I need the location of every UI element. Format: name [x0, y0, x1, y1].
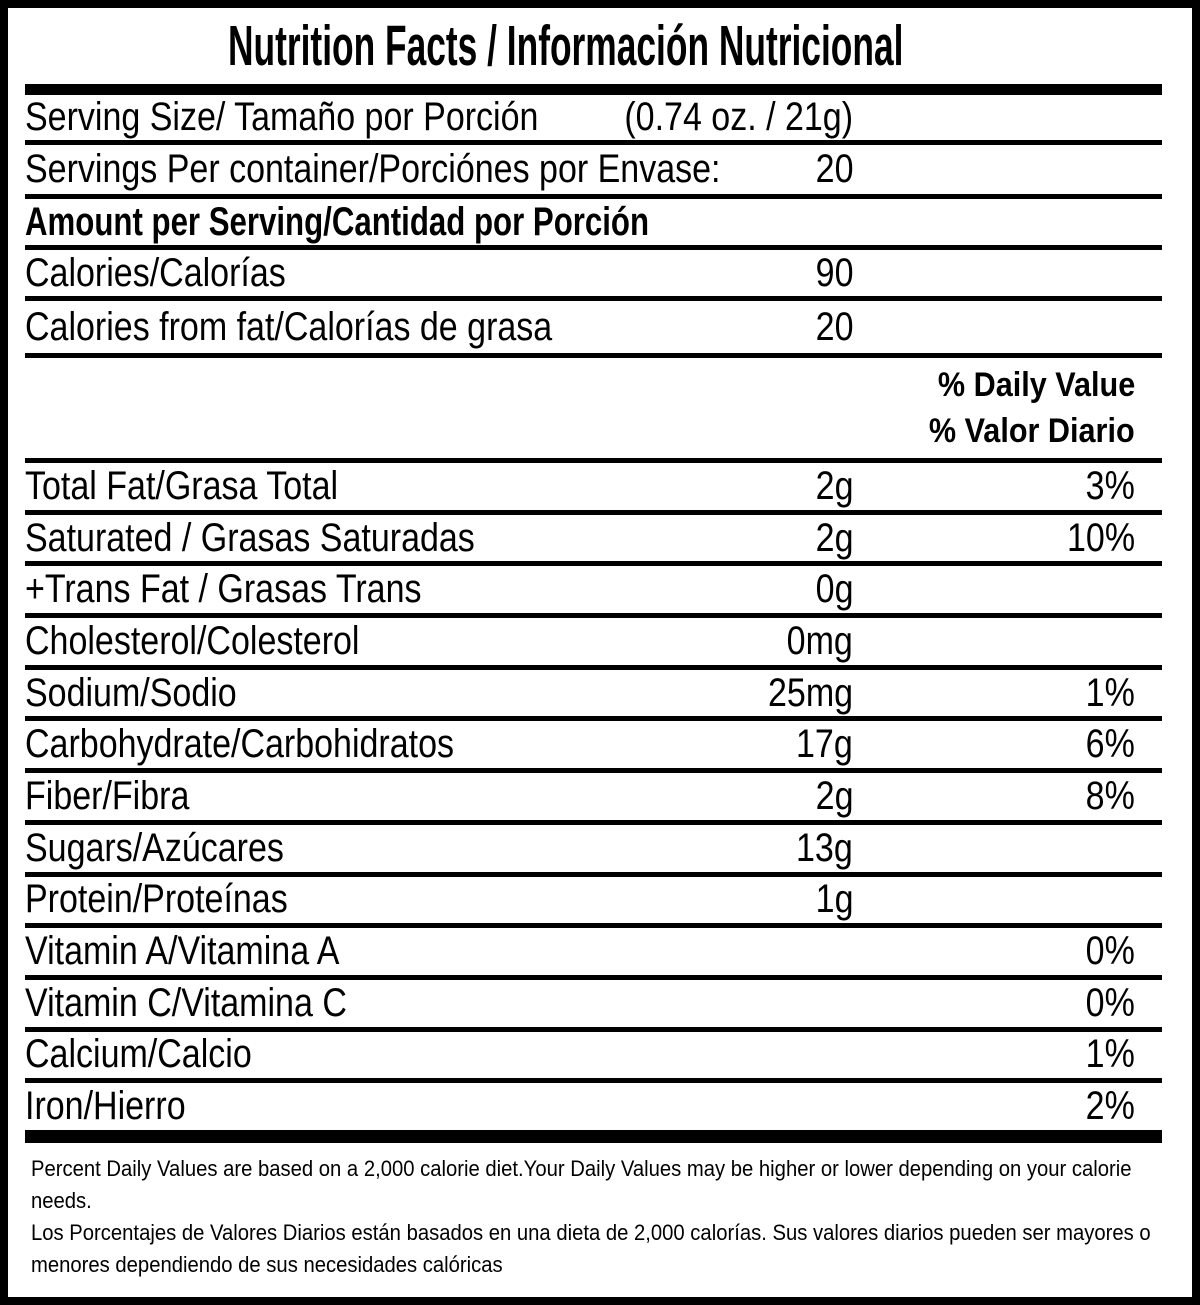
nutrient-label: Protein/Proteínas	[25, 877, 288, 922]
nutrient-label: +Trans Fat / Grasas Trans	[25, 567, 422, 612]
nutrient-row-vitamin-a	[25, 928, 1162, 980]
nutrient-amount: 2g	[815, 515, 853, 560]
nutrient-row-total-fat	[25, 463, 1162, 515]
nutrient-row-sugars	[25, 825, 1162, 877]
footer-divider-bar	[25, 1135, 1162, 1143]
nutrient-amount: 1g	[815, 877, 853, 922]
servings-per-container-row	[25, 145, 1162, 199]
nutrient-row-trans-fat	[25, 566, 1162, 618]
nutrient-row-sodium	[25, 670, 1162, 722]
calories-value: 90	[815, 250, 853, 295]
nutrient-amount: 17g	[796, 722, 853, 767]
nutrient-row-carbohydrate	[25, 721, 1162, 773]
amount-per-serving-heading-row	[25, 199, 1162, 250]
nutrient-label: Vitamin C/Vitamina C	[25, 980, 347, 1025]
nutrient-daily-value: 0%	[1085, 980, 1135, 1025]
nutrient-daily-value: 10%	[1066, 515, 1135, 560]
calories-from-fat-row	[25, 301, 1162, 358]
nutrient-daily-value: 1%	[1085, 670, 1135, 715]
nutrient-label: Vitamin A/Vitamina A	[25, 929, 340, 974]
nutrient-label: Carbohydrate/Carbohidratos	[25, 722, 455, 767]
calories-row	[25, 250, 1162, 301]
nutrient-daily-value: 6%	[1085, 722, 1135, 767]
nutrient-amount: 2g	[815, 773, 853, 818]
nutrient-daily-value: 2%	[1085, 1084, 1135, 1129]
nutrient-row-calcium	[25, 1032, 1162, 1084]
nutrient-label: Total Fat/Grasa Total	[25, 463, 339, 508]
label-header	[25, 8, 1162, 84]
calories-from-fat-label: Calories from fat/Calorías de grasa	[25, 304, 553, 349]
serving-size-label: Serving Size/ Tamaño por Porción	[25, 95, 539, 139]
page-title: Nutrition Facts / Información Nutricional	[227, 14, 904, 78]
daily-value-header-es: % Valor Diario	[929, 412, 1135, 450]
servings-per-container-label: Servings Per container/Porciónes por Envase:	[25, 147, 721, 191]
nutrient-daily-value: 0%	[1085, 929, 1135, 974]
nutrient-label: Iron/Hierro	[25, 1084, 186, 1129]
nutrient-row-saturated-fat	[25, 515, 1162, 567]
serving-size-row	[25, 95, 1162, 145]
nutrient-row-fiber	[25, 773, 1162, 825]
nutrient-daily-value: 1%	[1085, 1032, 1135, 1077]
servings-per-container-value: 20	[815, 147, 853, 191]
nutrient-amount: 0mg	[786, 618, 853, 663]
nutrient-label: Saturated / Grasas Saturadas	[25, 515, 475, 560]
title-divider-bar	[25, 84, 1162, 95]
nutrient-row-protein	[25, 877, 1162, 929]
nutrient-label: Calcium/Calcio	[25, 1032, 252, 1077]
nutrient-amount: 0g	[815, 567, 853, 612]
nutrient-label: Sugars/Azúcares	[25, 825, 284, 870]
nutrient-daily-value: 3%	[1085, 463, 1135, 508]
nutrient-label: Sodium/Sodio	[25, 670, 237, 715]
nutrient-amount: 2g	[815, 463, 853, 508]
nutrient-label: Fiber/Fibra	[25, 773, 190, 818]
footnote-english: Percent Daily Values are based on a 2,000 calorie diet.Your Daily Values may be higher or lower depending on your calorie needs.	[31, 1155, 1132, 1213]
nutrient-daily-value: 8%	[1085, 773, 1135, 818]
nutrient-row-iron	[25, 1083, 1162, 1135]
footnote	[25, 1143, 1162, 1281]
nutrient-amount: 13g	[796, 825, 853, 870]
nutrient-amount: 25mg	[767, 670, 853, 715]
calories-label: Calories/Calorías	[25, 250, 286, 295]
daily-value-header-en: % Daily Value	[937, 366, 1135, 404]
nutrient-row-cholesterol	[25, 618, 1162, 670]
amount-per-serving-heading: Amount per Serving/Cantidad por Porción	[25, 199, 650, 244]
serving-size-value: (0.74 oz. / 21g)	[624, 95, 853, 139]
footnote-spanish: Los Porcentajes de Valores Diarios están basados en una dieta de 2,000 calorías. Sus valores diarios pueden ser mayores o menores dependiendo de sus necesidades calóricas	[31, 1219, 1151, 1277]
calories-from-fat-value: 20	[815, 304, 853, 349]
nutrient-row-vitamin-c	[25, 980, 1162, 1032]
nutrient-label: Cholesterol/Colesterol	[25, 618, 360, 663]
daily-value-header-block	[25, 358, 1162, 463]
